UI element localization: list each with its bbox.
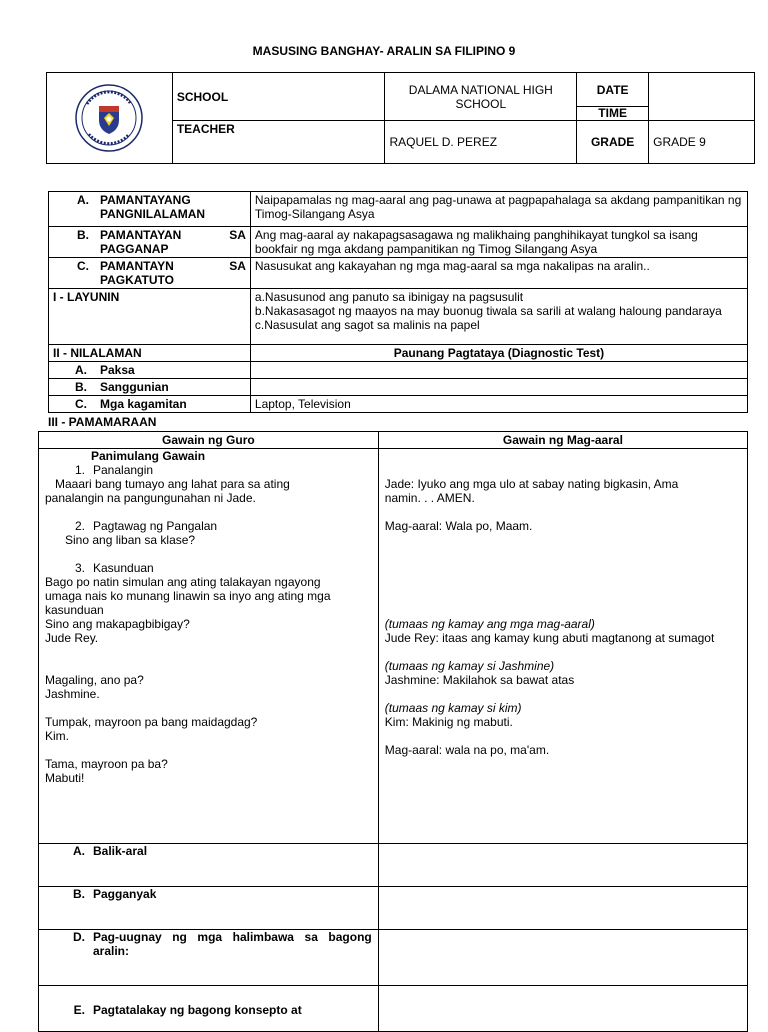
kagamitan-label: C. Mga kagamitan bbox=[49, 396, 251, 413]
list-item: 1. Panalangin bbox=[74, 463, 154, 477]
standards-table bbox=[48, 191, 748, 413]
mag-aaral-activities: Jade: Iyuko ang mga ulo at sabay nating bigkasin, Ama namin. . . AMEN. Mag-aaral: Wala po, Maam. (tumaas ng kamay ang mga mag-aaral) Jude Rey: itaas ang kamay kung abuti magtanong at sumagot (tumaas ng kamay si Jashmine) Jashmine: Makilahok sa bawat atas (tumaas ng kamay si kim) Kim: Makinig ng mabuti. Mag-aaral: wala na po, ma'am. bbox=[378, 449, 747, 844]
teacher-label: TEACHER bbox=[172, 121, 385, 164]
pagtatalakay-row: E. Pagtatalakay ng bagong konsepto at bbox=[39, 986, 379, 1032]
guro-activities: Panimulang Gawain 1. Panalangin Maaari bang tumayo ang lahat para sa ating panalangin na pangungunahan ni Jade. 2. Pagtawag ng Pangalan Sino ang liban sa klase? 3. Kasunduan Bago po natin simulan ang ating talakayan ngayong umaga nais ko munang linawin sa inyo ang ating mga kasunduan Sino ang makapagbibigay? Jude Rey. Magaling, ano pa? Jashmine. Tumpak, mayroon pa bang maidagdag? Kim. Tama, mayroon pa ba? Mabuti! bbox=[39, 449, 379, 844]
column-header-mag-aaral: Gawain ng Mag-aaral bbox=[378, 432, 747, 449]
column-header-guro: Gawain ng Guro bbox=[39, 432, 379, 449]
pagganyak-row: B. Pagganyak bbox=[39, 887, 379, 930]
pamantayan-sa-pagganap-value: Ang mag-aaral ay nakapagsasagawa ng malikhaing panghihikayat tungkol sa isang bookfair ng mga akdang pampanitikan ng Timog Silangang Asya bbox=[250, 227, 747, 258]
header-table bbox=[46, 72, 755, 164]
paksa-label: A. Paksa bbox=[49, 362, 251, 379]
pamantayan-sa-pagganap-label: B. PAMANTAYAN SA PAGGANAP bbox=[49, 227, 251, 258]
teacher-value: RAQUEL D. PEREZ bbox=[385, 121, 577, 164]
grade-label: GRADE bbox=[577, 121, 649, 164]
procedure-table bbox=[38, 431, 748, 1032]
pamantayan-sa-pagkatuto-label: C. PAMANTAYN SA PAGKATUTO bbox=[49, 258, 251, 289]
sanggunian-value bbox=[250, 379, 747, 396]
paksa-value bbox=[250, 362, 747, 379]
kagamitan-value: Laptop, Television bbox=[250, 396, 747, 413]
list-item: 2. Pagtawag ng Pangalan bbox=[74, 519, 218, 533]
pag-uugnay-row: D. Pag-uugnay ng mga halimbawa sa bagong aralin: bbox=[39, 930, 379, 986]
deped-seal-logo bbox=[75, 84, 143, 152]
page-title: MASUSING BANGHAY- ARALIN SA FILIPINO 9 bbox=[252, 44, 516, 58]
list-item: 3. Kasunduan bbox=[74, 561, 154, 575]
grade-value: GRADE 9 bbox=[649, 121, 755, 164]
pamantayang-pangnilalaman-label: A. PAMANTAYANG PANGNILALAMAN bbox=[49, 192, 251, 227]
nilalaman-label: II - NILALAMAN bbox=[49, 345, 251, 362]
layunin-item-b: b.Nakasasagot ng maayos na may buonug tiwala sa sarili at walang haloung pandaraya bbox=[254, 304, 722, 318]
panimulang-gawain-heading: Panimulang Gawain bbox=[91, 449, 206, 463]
time-label: TIME bbox=[577, 107, 649, 121]
layunin-label: I - LAYUNIN bbox=[49, 289, 251, 345]
sanggunian-label: B. Sanggunian bbox=[49, 379, 251, 396]
nilalaman-value: Paunang Pagtataya (Diagnostic Test) bbox=[250, 345, 747, 362]
deped-seal-cell bbox=[47, 73, 173, 164]
layunin-item-a: a.Nasusunod ang panuto sa ibinigay na pagsusulit bbox=[254, 290, 524, 304]
layunin-item-c: c.Nasusulat ang sagot sa malinis na papel bbox=[254, 318, 480, 332]
school-value: DALAMA NATIONAL HIGH SCHOOL bbox=[385, 73, 577, 121]
school-label: SCHOOL bbox=[172, 73, 385, 121]
balik-aral-row: A. Balik-aral bbox=[39, 844, 379, 887]
section-pamamaraan-title: III - PAMAMARAAN bbox=[48, 415, 157, 429]
date-value bbox=[649, 73, 755, 121]
layunin-list bbox=[250, 289, 747, 345]
pamantayan-sa-pagkatuto-value: Nasusukat ang kakayahan ng mga mag-aaral sa mga nakalipas na aralin.. bbox=[250, 258, 747, 289]
date-label: DATE bbox=[577, 73, 649, 107]
pamantayang-pangnilalaman-value: Naipapamalas ng mag-aaral ang pag-unawa at pagpapahalaga sa akdang pampanitikan ng Timog-Silangang Asya bbox=[250, 192, 747, 227]
